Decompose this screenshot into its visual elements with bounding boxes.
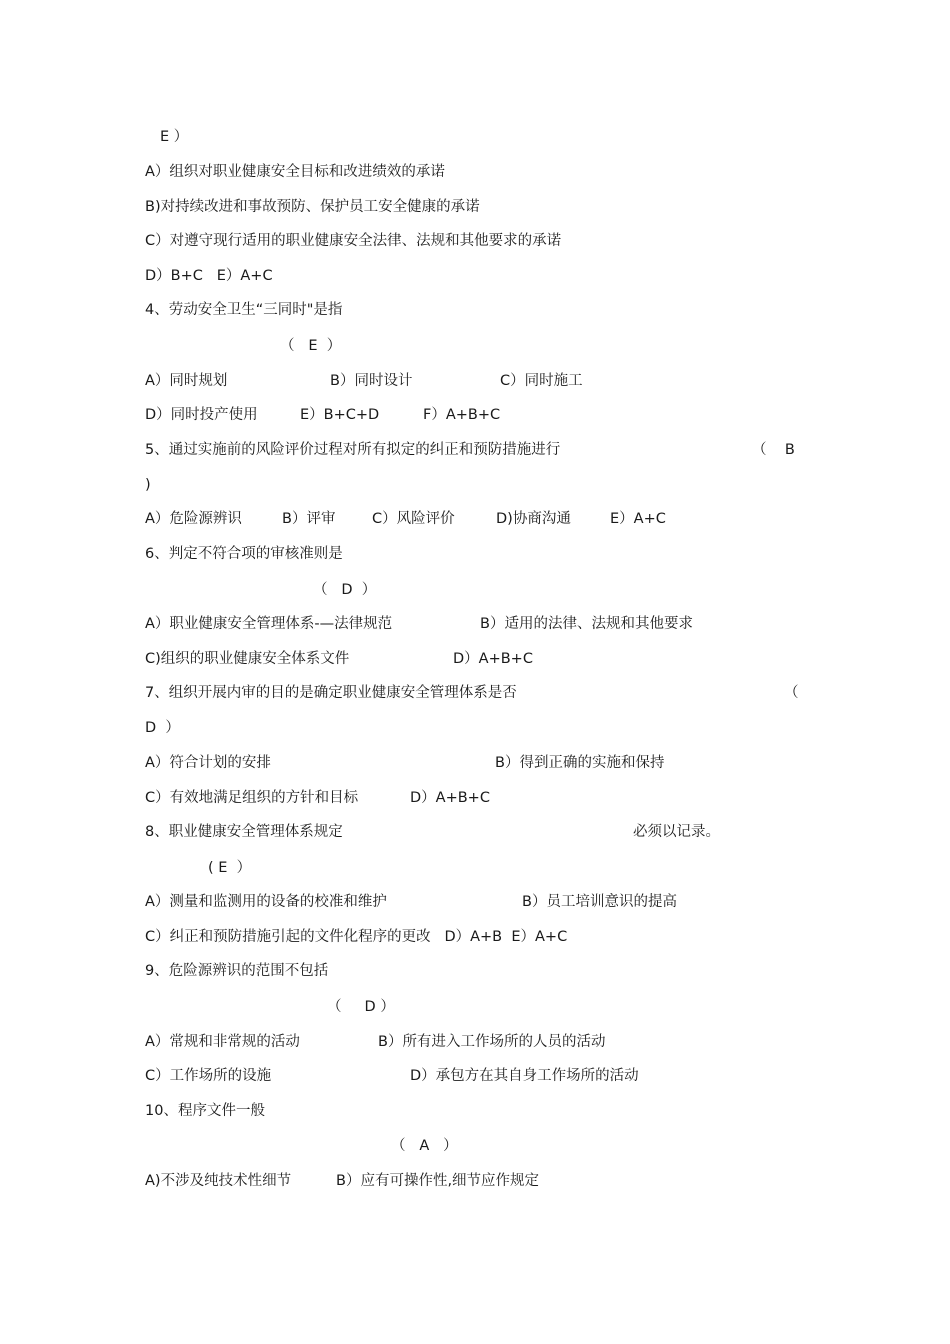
option-item: D）A+B+C — [453, 651, 533, 667]
answer-value: D ） — [145, 720, 180, 736]
option-item: E）A+C — [610, 511, 666, 527]
answer-paren: ( E ） — [208, 860, 252, 876]
option-item: B）适用的法律、法规和其他要求 — [480, 616, 693, 632]
answer-paren: （ E ） — [280, 338, 342, 354]
question-9: 9、危险源辨识的范围不包括 — [145, 963, 329, 979]
question-8: 8、职业健康安全管理体系规定 — [145, 824, 343, 840]
option-item: A)不涉及纯技术性细节 — [145, 1173, 292, 1189]
option-item: D)协商沟通 — [496, 511, 571, 527]
option-item: C）风险评价 — [372, 511, 455, 527]
option-item: C）工作场所的设施 — [145, 1068, 272, 1084]
question-6: 6、判定不符合项的审核准则是 — [145, 546, 343, 562]
answer-paren: （ — [784, 685, 799, 701]
answer-paren: （ B — [752, 442, 795, 458]
option-item: B）员工培训意识的提高 — [522, 894, 677, 910]
option-item: C)组织的职业健康安全体系文件 — [145, 651, 350, 667]
option-item: B）得到正确的实施和保持 — [495, 755, 665, 771]
option-item: E）B+C+D — [300, 407, 380, 423]
option-item: A）测量和监测用的设备的校准和维护 — [145, 894, 387, 910]
question-8-tail: 必须以记录。 — [633, 824, 720, 840]
option-line: D）B+C E）A+C — [145, 268, 273, 284]
answer-paren: （ A ） — [391, 1138, 458, 1154]
answer-paren: （ D ） — [327, 999, 395, 1015]
option-item: B）所有进入工作场所的人员的活动 — [378, 1034, 606, 1050]
option-item: D）A+B+C — [410, 790, 490, 806]
option-item: A）常规和非常规的活动 — [145, 1034, 300, 1050]
option-item: F）A+B+C — [423, 407, 501, 423]
option-item: A）符合计划的安排 — [145, 755, 271, 771]
option-line: A）组织对职业健康安全目标和改进绩效的承诺 — [145, 164, 445, 180]
option-item: C）有效地满足组织的方针和目标 — [145, 790, 359, 806]
option-item: A）职业健康安全管理体系-—法律规范 — [145, 616, 393, 632]
answer-paren: （ D ） — [313, 582, 377, 598]
option-item: C）同时施工 — [500, 373, 583, 389]
option-item: A）危险源辨识 — [145, 511, 242, 527]
option-line: C）纠正和预防措施引起的文件化程序的更改 D）A+B E）A+C — [145, 929, 568, 945]
option-item: D）承包方在其自身工作场所的活动 — [410, 1068, 639, 1084]
option-item: B）同时设计 — [330, 373, 413, 389]
option-item: B）评审 — [282, 511, 336, 527]
answer-paren: E ） — [160, 129, 189, 145]
question-4: 4、劳动安全卫生“三同时"是指 — [145, 302, 343, 318]
option-item: A）同时规划 — [145, 373, 228, 389]
option-line: C）对遵守现行适用的职业健康安全法律、法规和其他要求的承诺 — [145, 233, 562, 249]
question-7: 7、组织开展内审的目的是确定职业健康安全管理体系是否 — [145, 685, 517, 701]
option-item: B）应有可操作性,细节应作规定 — [336, 1173, 540, 1189]
answer-paren-close: ) — [145, 477, 151, 493]
option-item: D）同时投产使用 — [145, 407, 258, 423]
question-5: 5、通过实施前的风险评价过程对所有拟定的纠正和预防措施进行 — [145, 442, 561, 458]
question-10: 10、程序文件一般 — [145, 1103, 265, 1119]
option-line: B)对持续改进和事故预防、保护员工安全健康的承诺 — [145, 199, 480, 215]
